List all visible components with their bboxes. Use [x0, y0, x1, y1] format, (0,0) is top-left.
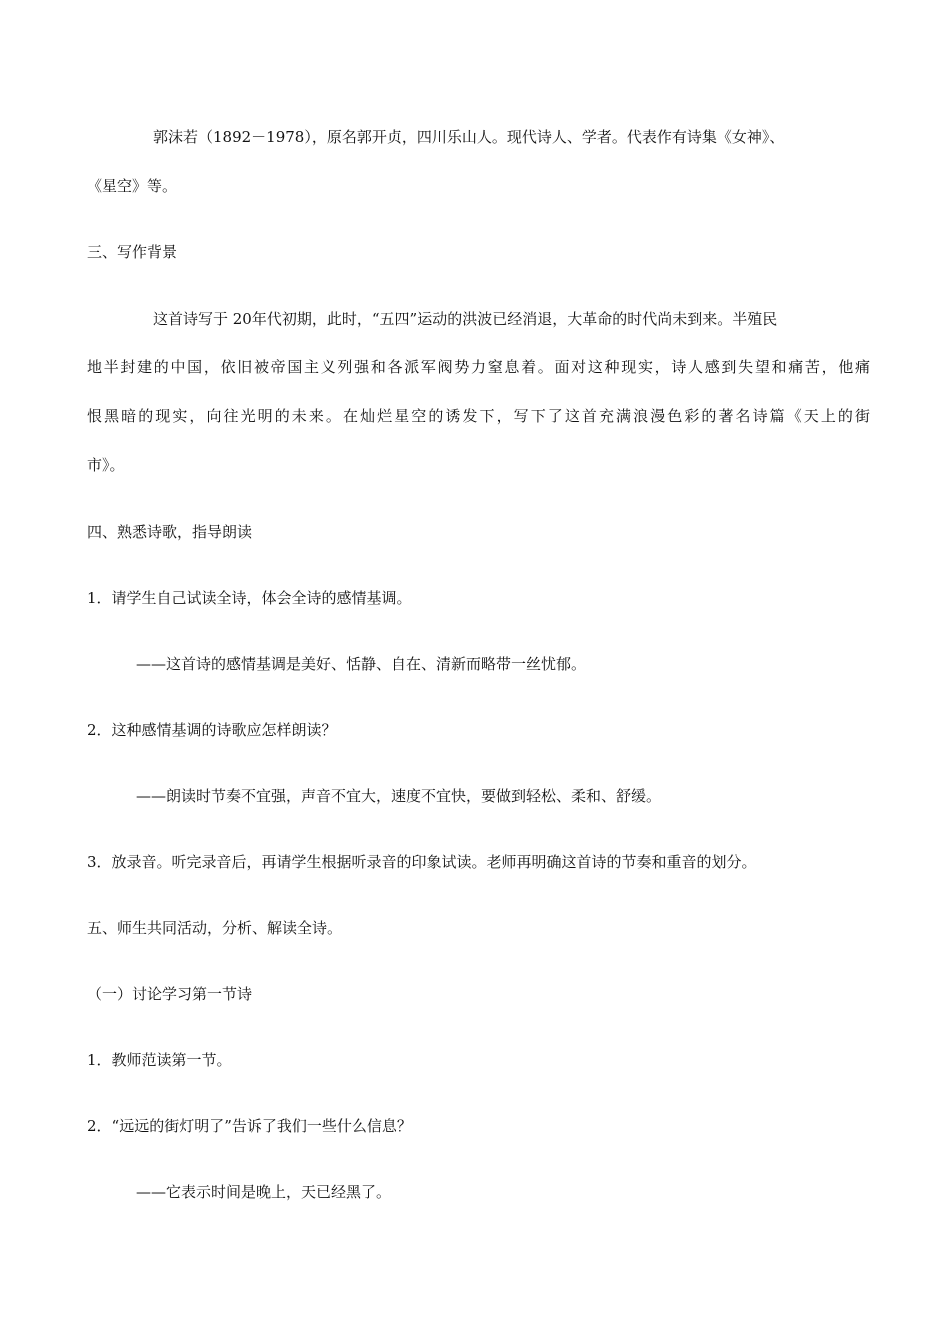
subsection-1-heading: （一）讨论学习第一节诗	[87, 985, 253, 1003]
subsection-1-item-2-answer: ——它表示时间是晚上，天已经黑了。	[136, 1183, 392, 1201]
subsection-1-item-2: 2．“远远的街灯明了”告诉了我们一些什么信息？	[87, 1117, 412, 1135]
author-intro-line-1: 郭沫若（1892－1978），原名郭开贞，四川乐山人。现代诗人、学者。代表作有诗集《女神》、	[153, 128, 785, 146]
list-item-2: 2．这种感情基调的诗歌应怎样朗读？	[87, 721, 337, 739]
list-item-1: 1．请学生自己试读全诗，体会全诗的感情基调。	[87, 589, 412, 607]
background-line-2: 地半封建的中国，依旧被帝国主义列强和各派军阀势力窒息着。面对这种现实，诗人感到失望和痛苦，他痛	[87, 358, 870, 376]
list-item-3: 3．放录音。听完录音后，再请学生根据听录音的印象试读。老师再明确这首诗的节奏和重音的划分。	[87, 853, 757, 871]
subsection-1-item-1: 1．教师范读第一节。	[87, 1051, 232, 1069]
section-5-heading: 五、师生共同活动，分析、解读全诗。	[87, 919, 343, 937]
author-intro-line-2: 《星空》等。	[87, 177, 178, 195]
section-4-heading: 四、熟悉诗歌，指导朗读	[87, 523, 253, 541]
section-3-heading: 三、写作背景	[87, 243, 178, 261]
list-item-2-answer: ——朗读时节奏不宜强，声音不宜大，速度不宜快，要做到轻松、柔和、舒缓。	[136, 787, 662, 805]
background-line-1: 这首诗写于 20年代初期，此时，“五四”运动的洪波已经消退，大革命的时代尚未到来。半殖民	[153, 310, 778, 328]
list-item-1-answer: ——这首诗的感情基调是美好、恬静、自在、清新而略带一丝忧郁。	[136, 655, 587, 673]
background-line-3: 恨黑暗的现实，向往光明的未来。在灿烂星空的诱发下，写下了这首充满浪漫色彩的著名诗篇《天上的街	[87, 407, 870, 425]
background-line-4: 市》。	[87, 456, 125, 474]
